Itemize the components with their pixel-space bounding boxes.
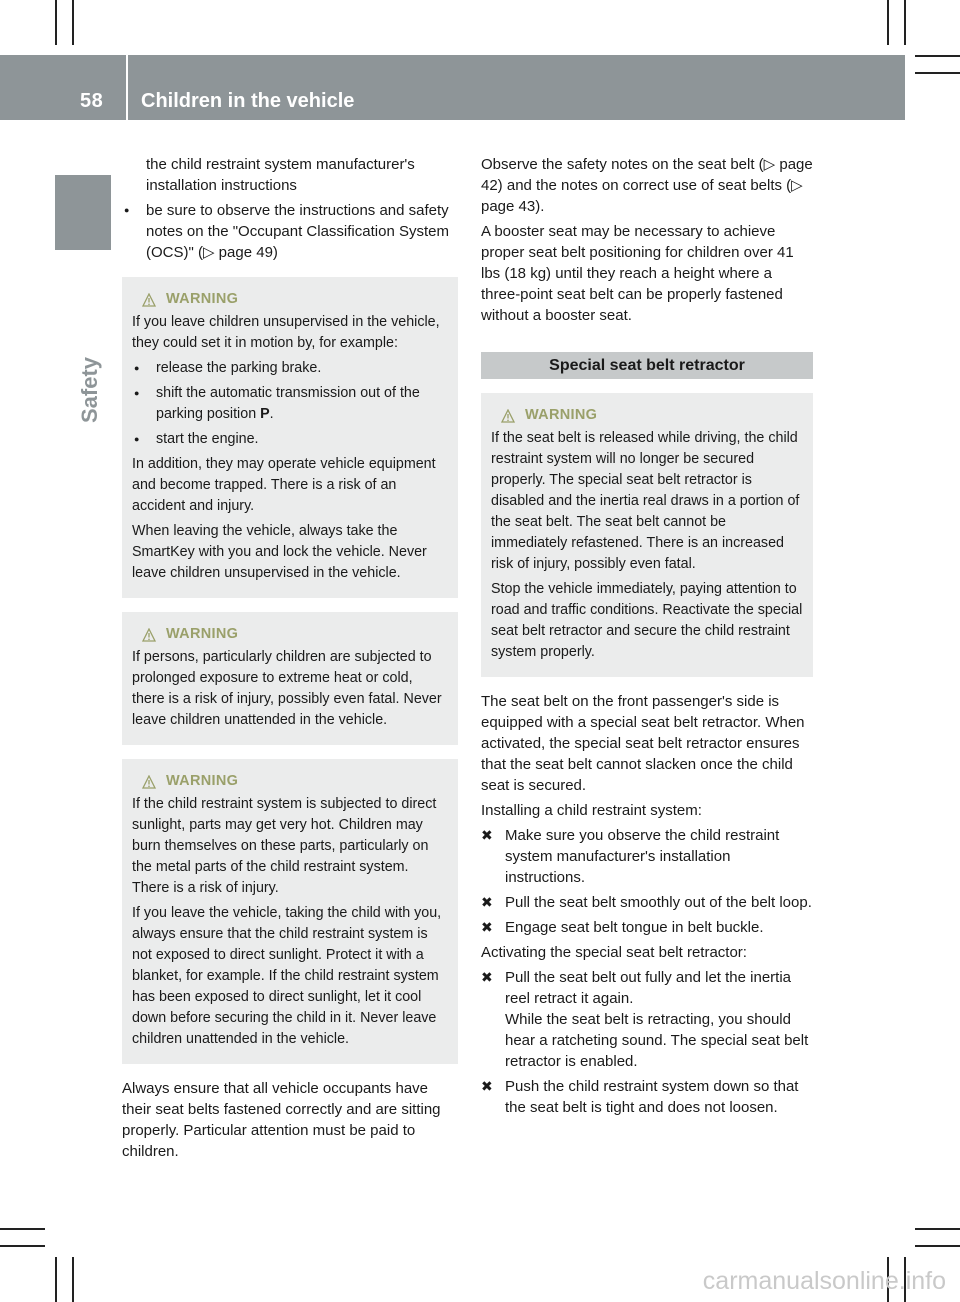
warning-box <box>122 759 458 1064</box>
warning-header <box>132 771 448 792</box>
warning-header <box>132 624 448 645</box>
continued-text: the child restraint system manufacturer's installation instructions <box>146 156 415 194</box>
warning-text: If you leave children unsupervised in the vehicle, they could set it in motion by, for example: <box>132 314 440 351</box>
warning-box <box>481 393 813 677</box>
warning-title: WARNING <box>525 407 598 423</box>
crop-mark <box>55 1257 57 1302</box>
bullet-text-end: . <box>269 406 274 422</box>
step-note: While the seat belt is retracting, you should hear a ratcheting sound. The special seat belt retractor is enabled. <box>505 1011 809 1070</box>
crop-mark <box>915 55 960 57</box>
gear-position: P <box>260 406 270 422</box>
bullet-text: shift the automatic transmission out of the parking position <box>156 385 420 422</box>
closing-paragraph: Always ensure that all vehicle occupants have their seat belts fastened correctly and are sitting properly. Particular attention must be paid to children. <box>122 1080 441 1160</box>
paragraph: Observe the safety notes on the seat belt (▷ page 42) and the notes on correct use of seat belts (▷ page 43). <box>481 156 813 215</box>
step-text: Pull the seat belt smoothly out of the belt loop. <box>505 894 812 911</box>
paragraph: A booster seat may be necessary to achieve proper seat belt positioning for children over 41 lbs (18 kg) until they reach a height where a three-point seat belt can be properly fastened without a booster seat. <box>481 223 794 324</box>
crop-mark <box>904 0 906 45</box>
section-heading: Special seat belt retractor <box>481 352 813 379</box>
warning-text: If persons, particularly children are subjected to prolonged exposure to extreme heat or cold, there is a risk of injury, possibly even fatal. Never leave children unattended in the vehicle. <box>132 649 442 728</box>
warning-text: If the child restraint system is subjected to direct sunlight, parts may get very hot. Children may burn themselves on these parts, particularly on the metal parts of the child restraint system. There is a risk of injury. <box>132 796 437 896</box>
step-item <box>481 825 813 888</box>
warning-box <box>122 612 458 745</box>
crop-mark <box>0 1245 45 1247</box>
header-bar <box>0 55 905 120</box>
warning-text: When leaving the vehicle, always take the SmartKey with you and lock the vehicle. Never leave children unsupervised in the vehicle. <box>132 523 427 581</box>
warning-title: WARNING <box>166 291 239 307</box>
crop-mark <box>915 1228 960 1230</box>
warning-header <box>491 405 803 426</box>
side-tab-label: Safety <box>77 356 102 424</box>
crop-mark <box>0 1228 45 1230</box>
step-text: Pull the seat belt out fully and let the inertia reel retract it again. <box>505 969 792 1007</box>
step-arrow-icon: ✖ <box>481 1078 493 1094</box>
step-text: Push the child restraint system down so that the seat belt is tight and does not loosen. <box>505 1078 799 1116</box>
warning-box <box>122 277 458 598</box>
warning-text: Stop the vehicle immediately, paying attention to road and traffic conditions. Reactivate the special seat belt retractor and secure the child restraint system properly. <box>491 581 803 660</box>
warning-text: If you leave the vehicle, taking the child with you, always ensure that the child restraint system is not exposed to direct sunlight. Protect it with a blanket, for example. If the child restraint system has been exposed to direct sunlight, let it cool down before securing the child in it. Never leave children unattended in the vehicle. <box>132 905 442 1047</box>
warning-triangle-icon <box>142 628 156 642</box>
paragraph: The seat belt on the front passenger's side is equipped with a special seat belt retractor. When activated, the special seat belt retractor ensures that the seat belt cannot slacken once the child seat is secured. <box>481 693 805 794</box>
warning-title: WARNING <box>166 773 239 789</box>
warning-triangle-icon <box>142 293 156 307</box>
step-item <box>481 892 813 913</box>
crop-mark <box>915 1245 960 1247</box>
bullet-item: ● release the parking brake. <box>132 358 448 379</box>
step-item <box>481 1076 813 1118</box>
left-column <box>122 154 458 1166</box>
step-text: Engage seat belt tongue in belt buckle. <box>505 919 764 936</box>
page-number: 58 <box>80 90 104 112</box>
step-item <box>481 917 813 938</box>
step-item <box>481 967 813 1009</box>
crop-mark <box>72 0 74 45</box>
warning-header <box>132 289 448 310</box>
warning-title: WARNING <box>166 626 239 642</box>
warning-text: In addition, they may operate vehicle equipment and become trapped. There is a risk of an accident and injury. <box>132 456 436 514</box>
crop-mark <box>55 0 57 45</box>
header-divider <box>126 55 128 120</box>
warning-triangle-icon <box>142 775 156 789</box>
crop-mark <box>72 1257 74 1302</box>
step-arrow-icon: ✖ <box>481 827 493 843</box>
side-tab-block <box>55 175 111 250</box>
bullet-item: ● be sure to observe the instructions and safety notes on the "Occupant Classification System (OCS)" (▷ page 49) <box>122 200 458 263</box>
step-arrow-icon: ✖ <box>481 969 493 985</box>
right-column <box>481 154 813 1122</box>
paragraph: Installing a child restraint system: <box>481 802 702 819</box>
bullet-item: ● start the engine. <box>132 429 448 450</box>
chapter-title: Children in the vehicle <box>141 90 355 112</box>
warning-text: If the seat belt is released while driving, the child restraint system will no longer be secured properly. The special seat belt retractor is disabled and the inertia real draws in a portion of the seat belt. The seat belt cannot be immediately refastened. There is an increased risk of injury, possibly even fatal. <box>491 430 800 572</box>
paragraph: Activating the special seat belt retractor: <box>481 944 747 961</box>
step-text: Make sure you observe the child restraint system manufacturer's installation instructions. <box>505 827 780 886</box>
warning-triangle-icon <box>501 409 515 423</box>
step-arrow-icon: ✖ <box>481 919 493 935</box>
crop-mark <box>915 72 960 74</box>
step-arrow-icon: ✖ <box>481 894 493 910</box>
bullet-item <box>132 383 448 425</box>
watermark: carmanualsonline.info <box>702 1267 946 1295</box>
crop-mark <box>887 0 889 45</box>
